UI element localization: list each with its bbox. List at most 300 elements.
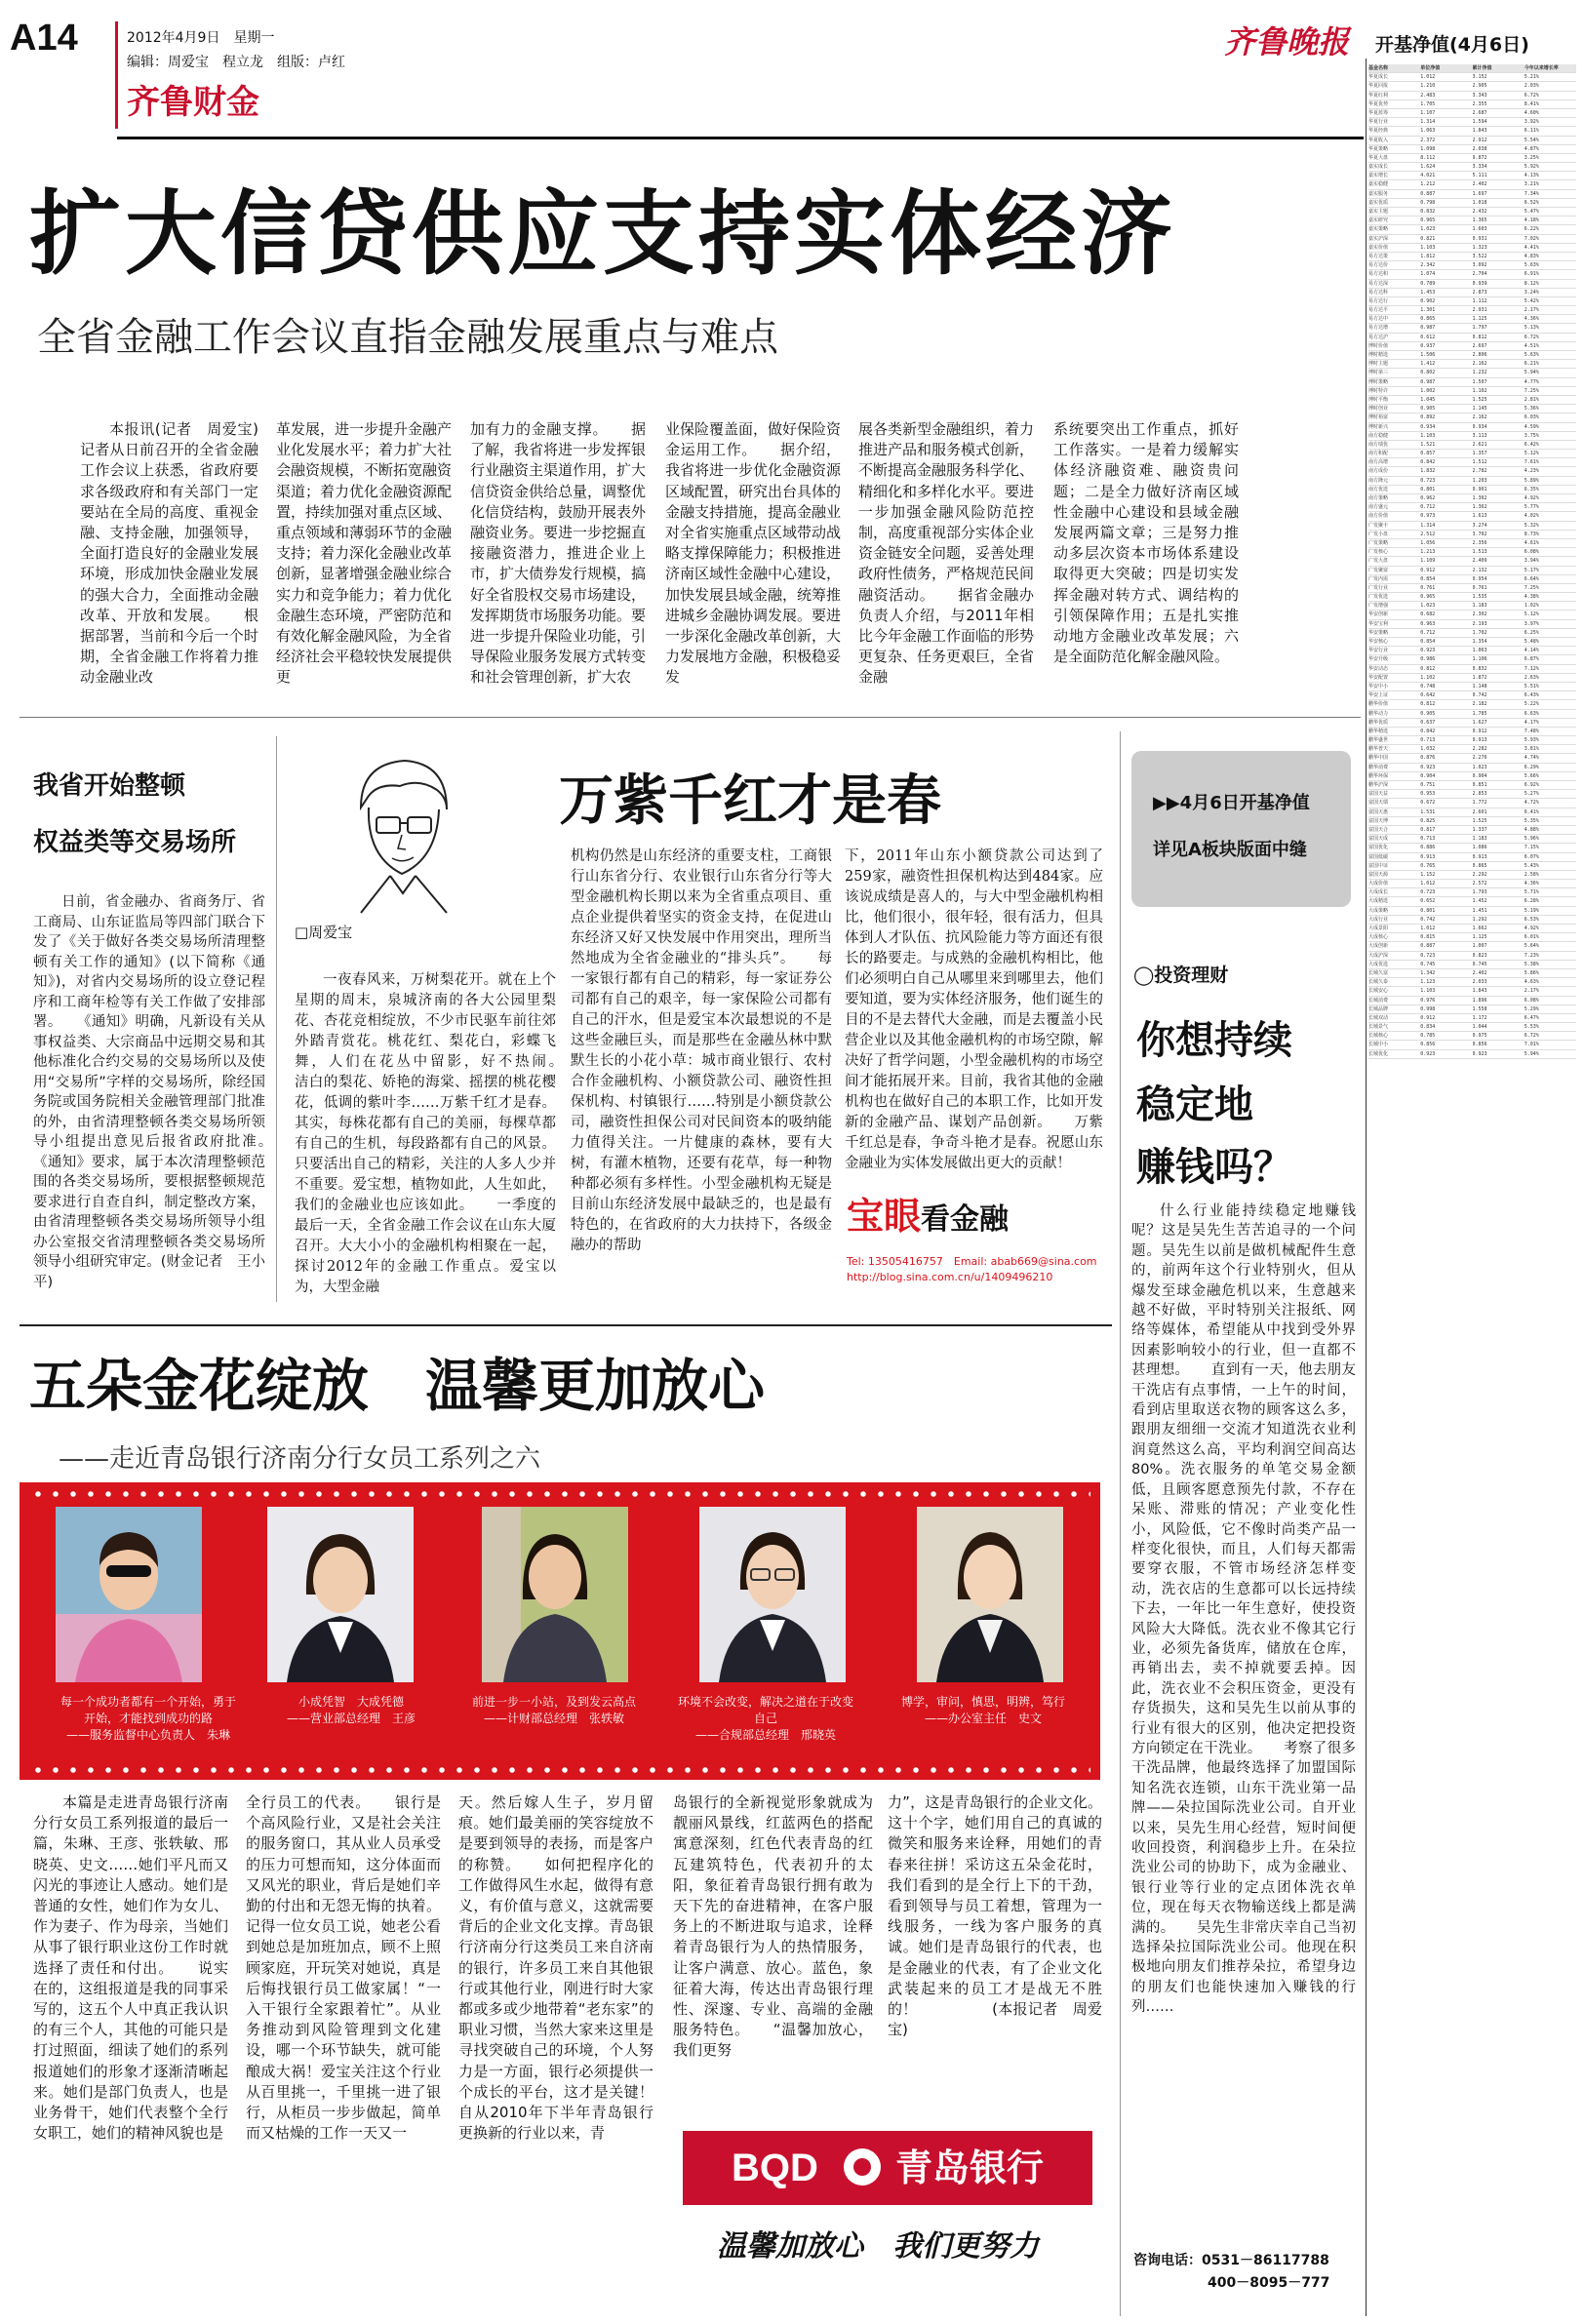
fund-cell: 1.594 — [1472, 119, 1487, 126]
fund-table-row — [1368, 647, 1576, 655]
side-story-divider — [276, 736, 277, 1302]
fund-cell: 1.292 — [1472, 916, 1487, 923]
fund-cell: 0.912 — [1420, 567, 1436, 573]
fund-cell: 1.103 — [1420, 988, 1436, 995]
fund-cell: 5.35% — [1524, 817, 1539, 824]
fund-table-row — [1368, 925, 1576, 933]
fund-cell: 1.452 — [1472, 898, 1487, 905]
fund-table-row — [1368, 531, 1576, 539]
fund-cell: 6.21% — [1524, 361, 1539, 368]
ad-tel: Tel: 13505416757 — [847, 1255, 943, 1268]
fund-cell: 6.47% — [1524, 1014, 1539, 1021]
fund-cell: 1.018 — [1472, 199, 1487, 206]
fund-cell: 嘉实主题 — [1368, 209, 1389, 215]
fund-cell: 2.931 — [1472, 307, 1487, 314]
fund-cell: 1.302 — [1472, 495, 1487, 501]
fund-table-row — [1368, 888, 1576, 897]
fund-cell: 1.023 — [1420, 603, 1436, 610]
fund-cell: 4.63% — [1524, 979, 1539, 986]
fund-cell: 1.627 — [1472, 719, 1487, 726]
fund-table-row — [1368, 978, 1576, 987]
fund-cell: 0.742 — [1420, 916, 1436, 923]
fund-cell: 7.48% — [1524, 728, 1539, 734]
fund-cell: 0.973 — [1420, 513, 1436, 520]
fund-cell: 2.162 — [1472, 361, 1487, 368]
fund-cell: 0.962 — [1420, 495, 1436, 501]
fund-table-row — [1368, 683, 1576, 691]
fund-cell: 0.856 — [1472, 1042, 1487, 1048]
fund-cell: 2.355 — [1472, 100, 1487, 107]
fund-table-row — [1368, 297, 1576, 306]
fund-cell: 6.43% — [1524, 692, 1539, 699]
fund-cell: 1.832 — [1420, 468, 1436, 475]
fund-cell: 4.92% — [1524, 926, 1539, 931]
fund-cell: 2.905 — [1472, 83, 1487, 90]
fund-cell: 1.624 — [1420, 164, 1436, 171]
fund-table-row — [1368, 826, 1576, 835]
fund-table-row — [1368, 620, 1576, 629]
fund-cell: 1.02% — [1524, 603, 1539, 610]
fund-cell: 2.033 — [1472, 979, 1487, 986]
fund-table-row — [1368, 728, 1576, 736]
fund-cell: 5.29% — [1524, 1005, 1539, 1012]
fund-cell: 0.642 — [1420, 692, 1436, 699]
fund-cell: 易方达价 — [1368, 262, 1389, 269]
fund-cell: 1.098 — [1420, 145, 1436, 152]
fund-cell: 博时第三 — [1368, 370, 1389, 376]
fund-cell: 1.044 — [1472, 1024, 1487, 1031]
fund-cell: 华安升级 — [1368, 656, 1389, 663]
fund-cell: 广发核心 — [1368, 549, 1389, 556]
fund-cell: 广发行业 — [1368, 584, 1389, 591]
fund-cell: 3.334 — [1472, 164, 1487, 171]
fund-cell: 6.22% — [1524, 226, 1539, 233]
fund-cell: 7.15% — [1524, 845, 1539, 851]
fund-notice-line-1: ▶▶4月6日开基净值 — [1153, 793, 1310, 813]
fund-table-row — [1368, 315, 1576, 324]
fund-table-row — [1368, 736, 1576, 745]
fund-cell: 鹏华价值 — [1368, 701, 1389, 708]
fund-cell: 鹏华消费 — [1368, 764, 1389, 770]
fund-cell: 1.086 — [1472, 845, 1487, 851]
fund-cell: 3.75% — [1524, 432, 1539, 439]
lead-column-1: 本报讯(记者 周爱宝)记者从日前召开的全省金融工作会议上获悉，省政府要求各级政府和有关部门一定要站在全局的高度、重视金融、支持金融，加强领导，全面打造良好的金融业发展环境，形成加快金融业发展的强大合力，全面推动金融改革、开放和发展。 根据部署，当前和今后一个时期，全省金融工作将着力推动金融业改 — [80, 420, 258, 687]
fund-cell: 1.056 — [1420, 539, 1436, 546]
fund-table-row — [1368, 306, 1576, 315]
fund-cell: 易方达科 — [1368, 289, 1389, 295]
finance-divider — [1120, 731, 1121, 2316]
fund-cell: 5.13% — [1524, 325, 1539, 332]
fund-cell: 0.987 — [1420, 378, 1436, 385]
fund-table-row — [1368, 172, 1576, 180]
fund-cell: 0.834 — [1420, 1024, 1436, 1031]
fund-cell: 1.697 — [1472, 190, 1487, 197]
fund-cell: 0.832 — [1472, 665, 1487, 672]
fund-cell: 1.535 — [1472, 594, 1487, 601]
fund-cell: 华夏大盘 — [1368, 154, 1389, 161]
fund-cell: 1.843 — [1472, 988, 1487, 995]
feature-subhead: ——走近青岛银行济南分行女员工系列之六 — [59, 1444, 541, 1474]
fund-cell: 5.43% — [1524, 862, 1539, 869]
fund-cell: 0.998 — [1420, 1005, 1436, 1012]
fund-cell: 6.64% — [1524, 575, 1539, 582]
fund-table-row — [1368, 100, 1576, 109]
fund-cell: 0.713 — [1420, 737, 1436, 744]
fund-cell: 1.354 — [1472, 639, 1487, 645]
fund-cell: 南方成份 — [1368, 468, 1389, 475]
fund-cell: 富国天益 — [1368, 791, 1389, 798]
fund-cell: 1.125 — [1472, 316, 1487, 323]
fund-cell: 0.761 — [1420, 584, 1436, 591]
fund-cell: 1.812 — [1420, 253, 1436, 259]
fund-cell: 富国天源 — [1368, 871, 1389, 878]
fund-cell: 1.007 — [1472, 943, 1487, 950]
fund-cell: 5.19% — [1524, 907, 1539, 914]
portrait-photo-1 — [56, 1507, 202, 1682]
fund-table-row — [1368, 584, 1576, 593]
fund-cell: 富国中证 — [1368, 862, 1389, 869]
fund-table-row — [1368, 1050, 1576, 1059]
fund-cell: 华夏红利 — [1368, 92, 1389, 98]
fund-table-row — [1368, 387, 1576, 396]
ad-logo-b: 看金融 — [921, 1202, 1010, 1237]
fund-cell: 2.193 — [1472, 620, 1487, 627]
fund-table-row — [1368, 916, 1576, 925]
fund-cell: 富国天瑞 — [1368, 800, 1389, 807]
fund-cell: 2.292 — [1472, 871, 1487, 878]
fund-cell: 4.92% — [1524, 495, 1539, 501]
column-text-3: 下，2011年山东小额贷款公司达到了259家，融资性担保机构达到484家。应该说成绩是喜人的，与大中型金融机构相比，他们很小，很年轻，很有活力，但具体到人才队伍、抗风险能力等方面还有很长的路要走。与成熟的金融机构相比，他们必须明白自己从哪里来到哪里去，他们要知道，要为实体经济服务，他们诞生的目的不是去替代大金融，而是去覆盖小民营企业以及其他金融机构的市场空隙，解决好了哲学问题，小型金融机构的市场空间才能拓展开来。目前，我省其他的金融机构也在做好自己的本职工作，比如开发新的金融产品、谋划产品创新。 万紫千红总是春，争奇斗艳才是春。祝愿山东金融业为实体发展做出更大的贡献！ — [845, 848, 1103, 1171]
fund-cell: 富国天惠 — [1368, 808, 1389, 815]
fund-cell: 富国天合 — [1368, 826, 1389, 833]
fund-cell: 1.123 — [1420, 979, 1436, 986]
fund-cell: 7.34% — [1524, 190, 1539, 197]
fund-table-row — [1368, 190, 1576, 199]
feature-column-5: 力”，这是青岛银行的企业文化。这十个字，她们用自己的真诚的微笑和服务来诠释，用她们的青春来往拼！采访这五朵金花时，我们看到的是全行上下的干劲，看到领导与员工着想，管理为一线服务，一线为客户服务的真诚。她们是青岛银行的代表，也是金融业的代表，有了企业文化武装起来的员工才是战无不胜的！ (本报记者 周爱宝) — [888, 1793, 1102, 2039]
banner-dots-top — [29, 1490, 1090, 1498]
fund-cell: 0.821 — [1420, 235, 1436, 242]
fund-cell: 嘉实研究 — [1368, 217, 1389, 224]
fund-cell: 1.412 — [1420, 361, 1436, 368]
fund-cell: 1.451 — [1472, 907, 1487, 914]
fund-cell: 0.892 — [1420, 414, 1436, 421]
header-date-line — [127, 29, 274, 47]
fund-cell: 5.32% — [1524, 522, 1539, 529]
fund-table-row — [1368, 853, 1576, 862]
fund-cell: 2.038 — [1472, 145, 1487, 152]
fund-cell: 大成沪深 — [1368, 952, 1389, 959]
fund-cell: 1.109 — [1420, 558, 1436, 565]
fund-cell: 4.74% — [1524, 755, 1539, 762]
fund-table-row — [1368, 512, 1576, 521]
fund-cell: 7.12% — [1524, 665, 1539, 672]
fund-table-row — [1368, 324, 1576, 333]
fund-cell: 长城核心 — [1368, 1033, 1389, 1040]
lead-subhead: 全省金融工作会议直指金融发展重点与难点 — [37, 315, 778, 360]
fund-cell: 1.203 — [1472, 477, 1487, 484]
fund-cell: 1.074 — [1420, 271, 1436, 278]
fund-cell: 1.525 — [1472, 817, 1487, 824]
fund-cell: 华夏优势 — [1368, 100, 1389, 107]
fund-table-row — [1368, 1023, 1576, 1032]
fund-table-row — [1368, 280, 1576, 289]
fund-cell: 0.965 — [1420, 217, 1436, 224]
fund-cell: 6.35% — [1524, 486, 1539, 492]
fund-cell: 0.923 — [1420, 648, 1436, 654]
fund-table-row — [1368, 933, 1576, 942]
fund-table-row — [1368, 700, 1576, 709]
fund-cell: 4.59% — [1524, 423, 1539, 430]
fund-cell: 1.772 — [1472, 800, 1487, 807]
fund-cell: 0.842 — [1420, 459, 1436, 466]
fund-cell: 广发聚富 — [1368, 567, 1389, 573]
fund-cell: 1.210 — [1420, 83, 1436, 90]
fund-cell: 0.975 — [1472, 1033, 1487, 1040]
fund-cell: 5.51% — [1524, 683, 1539, 689]
fund-table-row — [1368, 92, 1576, 100]
fund-table-row — [1368, 862, 1576, 871]
fund-cell: 5.89% — [1524, 477, 1539, 484]
fund-cell: 6.41% — [1524, 808, 1539, 815]
fund-cell: 0.832 — [1420, 209, 1436, 215]
fund-cell: 富国低碳 — [1368, 853, 1389, 860]
fund-cell: 广发优选 — [1368, 594, 1389, 601]
fund-cell: 6.28% — [1524, 898, 1539, 905]
fund-cell: 0.851 — [1472, 782, 1487, 788]
fund-table-row — [1368, 764, 1576, 772]
fund-cell: 0.801 — [1420, 486, 1436, 492]
fund-table-row — [1368, 754, 1576, 763]
fund-cell: 博时策略 — [1368, 378, 1389, 385]
fund-cell: 0.742 — [1472, 692, 1487, 699]
fund-cell: 5.21% — [1524, 74, 1539, 81]
fund-cell: 0.723 — [1420, 477, 1436, 484]
fund-cell: 嘉实策略 — [1368, 226, 1389, 233]
fund-table-row — [1368, 154, 1576, 163]
fund-cell: 1.145 — [1472, 406, 1487, 413]
fund-cell: 大成创新 — [1368, 943, 1389, 950]
fund-cell: 1.513 — [1472, 549, 1487, 556]
fund-cell: 华夏蓝筹 — [1368, 109, 1389, 116]
caption-5-quote: 博学，审问，慎思，明辨，笃行 — [900, 1695, 1065, 1709]
fund-cell: 长城双动 — [1368, 1014, 1389, 1021]
fund-cell: 0.939 — [1472, 280, 1487, 287]
fund-cell: 5.48% — [1524, 639, 1539, 645]
fund-cell: 1.337 — [1472, 826, 1487, 833]
fund-table-row — [1368, 137, 1576, 145]
fund-cell: 富国天博 — [1368, 817, 1389, 824]
columnist-portrait — [322, 739, 478, 915]
fund-cell: 1.531 — [1420, 808, 1436, 815]
fund-cell: 5.38% — [1524, 961, 1539, 967]
fund-cell: 0.913 — [1472, 737, 1487, 744]
fund-table-row — [1368, 799, 1576, 807]
fund-table-row — [1368, 745, 1576, 754]
fund-cell: 1.896 — [1472, 997, 1487, 1004]
fund-cell: 0.789 — [1420, 280, 1436, 287]
side-story-title-2: 权益类等交易场所 — [33, 828, 237, 857]
lead-column-4: 业保险覆盖面，做好保险资金运用工作。 据介绍，我省将进一步优化金融资源区域配置，研究出台具体的金融支持措施，提高金融业对全省实施重点区域带动战略支撑保障能力；积极推进济南区域性金融中心建设，加快发展县域金融，统筹推进城乡金融协调发展。要进一步深化金融改革创新，大力发展地方金融，积极稳妥发 — [665, 420, 841, 687]
fund-cell: 长城久富 — [1368, 969, 1389, 976]
fund-table-row — [1368, 145, 1576, 154]
fund-cell: 1.102 — [1472, 387, 1487, 394]
fund-cell: 2.873 — [1472, 289, 1487, 295]
fund-table-row — [1368, 969, 1576, 978]
fund-cell: 4.36% — [1524, 881, 1539, 887]
fund-cell: 2.432 — [1472, 209, 1487, 215]
fund-cell: 0.712 — [1420, 504, 1436, 511]
fund-cell: 1.521 — [1420, 441, 1436, 448]
fund-cell: 1.012 — [1420, 881, 1436, 887]
fund-cell: 南方策略 — [1368, 495, 1389, 501]
fund-table-row — [1368, 261, 1576, 270]
fund-table-row — [1368, 127, 1576, 136]
finance-title-2: 稳定地 — [1136, 1083, 1253, 1127]
fund-table-row — [1368, 270, 1576, 279]
fund-cell: 华夏收入 — [1368, 137, 1389, 143]
fund-cell: 长城景气 — [1368, 1024, 1389, 1031]
fund-cell: 博时平衡 — [1368, 396, 1389, 403]
fund-cell: 3.94% — [1524, 558, 1539, 565]
fund-cell: 0.902 — [1420, 297, 1436, 304]
fund-cell: 0.815 — [1420, 934, 1436, 941]
fund-cell: 4.83% — [1524, 253, 1539, 259]
fund-cell: 4.87% — [1524, 145, 1539, 152]
fund-cell: 易方达积 — [1368, 271, 1389, 278]
fund-cell: 易方达行 — [1368, 297, 1389, 304]
fund-cell: 2.276 — [1472, 755, 1487, 762]
fund-cell: 0.748 — [1420, 683, 1436, 689]
fund-cell: 南方盛元 — [1368, 504, 1389, 511]
fund-cell: 5.92% — [1524, 164, 1539, 171]
fund-table-row — [1368, 719, 1576, 728]
fund-cell: 0.798 — [1420, 199, 1436, 206]
portrait-photo-4 — [699, 1507, 846, 1682]
fund-table-row — [1368, 987, 1576, 996]
fund-cell: 大成策略 — [1368, 907, 1389, 914]
fund-cell: 7.01% — [1524, 1042, 1539, 1048]
fund-cell: 华夏经典 — [1368, 128, 1389, 135]
fund-cell: 2.402 — [1472, 969, 1487, 976]
ad-contact — [847, 1254, 1097, 1285]
fund-table-row — [1368, 494, 1576, 503]
fund-table-row — [1368, 360, 1576, 369]
fund-cell: 1.125 — [1472, 934, 1487, 941]
fund-cell: 0.912 — [1420, 1014, 1436, 1021]
fund-cell: 0.865 — [1420, 316, 1436, 323]
fund-cell: 2.302 — [1472, 611, 1487, 618]
fund-cell: 7.02% — [1524, 235, 1539, 242]
fund-cell: 1.357 — [1472, 451, 1487, 457]
fund-cell: 2.601 — [1472, 808, 1487, 815]
fund-cell: 广发大盘 — [1368, 558, 1389, 565]
fund-cell: 1.063 — [1472, 648, 1487, 654]
fund-cell: 7.25% — [1524, 584, 1539, 591]
fund-cell: 1.103 — [1420, 432, 1436, 439]
fund-cell: 2.58% — [1524, 871, 1539, 878]
fund-table-row — [1368, 835, 1576, 844]
fund-table-row — [1368, 414, 1576, 422]
fund-cell: 5.47% — [1524, 209, 1539, 215]
fund-cell: 2.63% — [1524, 674, 1539, 681]
caption-5-role: ——办公室主任 史文 — [924, 1712, 1042, 1725]
paper-logo: 齐鲁晚报 — [1224, 23, 1350, 60]
fund-table-row — [1368, 602, 1576, 611]
fund-cell: 5.94% — [1524, 1050, 1539, 1057]
fund-table-row — [1368, 208, 1576, 217]
fund-cell: 1.506 — [1420, 352, 1436, 358]
fund-cell: 1.323 — [1472, 244, 1487, 251]
caption-4-role: ——合规部总经理 邢晓英 — [694, 1728, 836, 1742]
fund-cell: 4.61% — [1524, 539, 1539, 546]
fund-cell: 2.704 — [1472, 271, 1487, 278]
fund-cell: 0.923 — [1472, 1050, 1487, 1057]
fund-table-row — [1368, 441, 1576, 450]
fund-cell: 富国天成 — [1368, 836, 1389, 843]
fund-cell: 8.12% — [1524, 280, 1539, 287]
caption-2-quote: 小成凭智 大成凭德 — [297, 1695, 404, 1709]
fund-cell: 嘉实优质 — [1368, 199, 1389, 206]
fund-cell: 华安创新 — [1368, 611, 1389, 618]
fund-cell: 单位净值 — [1420, 64, 1472, 72]
fund-cell: 5.63% — [1524, 352, 1539, 358]
column-text-2: 机构仍然是山东经济的重要支柱，工商银行山东省分行、农业银行山东省分行等大型金融机构长期以来为全省重点项目、重点企业提供着坚实的资金支持，在促进山东经济又好又快发展中作用突出，理所当然地成为全省金融业的“排头兵”。 每一家银行都有自己的精彩，每一家证券公司都有自己的艰辛，每一家保险公司都有自己的汗水，但是爱宝本次最想说的不是这些金融巨头，而是那些在金融丛林中默默生长的小花小草：城市商业银行、农村合作金融机构、小额贷款公司、融资性担保机构、村镇银行……特别是小额贷款公司，融资性担保公司对民间资本的吸纳能力值得关注。一片健康的森林，要有大树，有灌木植物，还要有花草，每一种物种都必须有多样性。小型金融机构无疑是目前山东经济发展中最缺乏的，也是最有特色的，在省政府的大力扶持下，各级金融办的帮助 — [571, 848, 832, 1253]
fund-table-row — [1368, 674, 1576, 683]
fund-table-row — [1368, 1014, 1576, 1023]
ad-box — [843, 1188, 1106, 1307]
fund-cell: 4.17% — [1524, 719, 1539, 726]
fund-table-row — [1368, 871, 1576, 880]
fund-cell: 1.702 — [1472, 629, 1487, 636]
side-story-title-1: 我省开始整顿 — [33, 771, 186, 801]
feature-headline: 五朵金花绽放 温馨更加放心 — [29, 1353, 766, 1419]
bqd-slogan: 温馨加放心 我们更努力 — [717, 2229, 1039, 2264]
fund-cell: 鹏华动力 — [1368, 710, 1389, 717]
fund-cell: 4.38% — [1524, 594, 1539, 601]
fund-cell: 2.912 — [1472, 137, 1487, 143]
section-title: 齐鲁财金 — [127, 83, 259, 122]
feature-column-3: 天。然后嫁人生子，岁月留痕。她们最美丽的笑容绽放不是要到领导的表扬，而是客户的称赞。 如何把程序化的工作做得风生水起，做得有意义，有价值与意义，这就需要背后的企业文化支撑。青岛银行济南分行这类员工来自济南的银行，许多员工来自其他银行或其他行业，刚进行时大家都或多或少地带着“老东家”的职业习惯，当然大家来这里是寻找突破自己的环境，个人努力是一方面，银行必须提供一个成长的平台，这才是关键！ 自从2010年下半年青岛银行更换新的行业以来，青 — [458, 1793, 654, 2143]
fund-cell: 嘉实价值 — [1368, 244, 1389, 251]
fund-cell: 嘉实沪深 — [1368, 235, 1389, 242]
fund-table-row — [1368, 772, 1576, 781]
fund-cell: 1.705 — [1420, 100, 1436, 107]
fund-cell: 5.93% — [1524, 737, 1539, 744]
fund-cell: 华安行业 — [1368, 648, 1389, 654]
fund-cell: 大成精选 — [1368, 898, 1389, 905]
fund-cell: 5.64% — [1524, 943, 1539, 950]
fund-cell: 0.812 — [1420, 665, 1436, 672]
fund-cell: 2.03% — [1524, 83, 1539, 90]
fund-cell: 5.27% — [1524, 791, 1539, 798]
fund-cell: 鹏华普天 — [1368, 746, 1389, 753]
fund-cell: 1.213 — [1420, 549, 1436, 556]
fund-cell: 0.905 — [1420, 406, 1436, 413]
fund-cell: 4.41% — [1524, 244, 1539, 251]
fund-table-header — [1368, 64, 1576, 73]
fund-cell: 长城中小 — [1368, 1042, 1389, 1048]
fund-cell: 0.723 — [1420, 952, 1436, 959]
fund-cell: 4.36% — [1524, 316, 1539, 323]
fund-cell: 8.41% — [1524, 100, 1539, 107]
fund-table-row — [1368, 163, 1576, 172]
fund-cell: 大成价值 — [1368, 881, 1389, 887]
fund-table-row — [1368, 942, 1576, 951]
fund-cell: 博时精选 — [1368, 352, 1389, 358]
fund-cell: 0.854 — [1420, 575, 1436, 582]
fund-cell: 4.021 — [1420, 173, 1436, 179]
caption-2 — [263, 1694, 439, 1727]
